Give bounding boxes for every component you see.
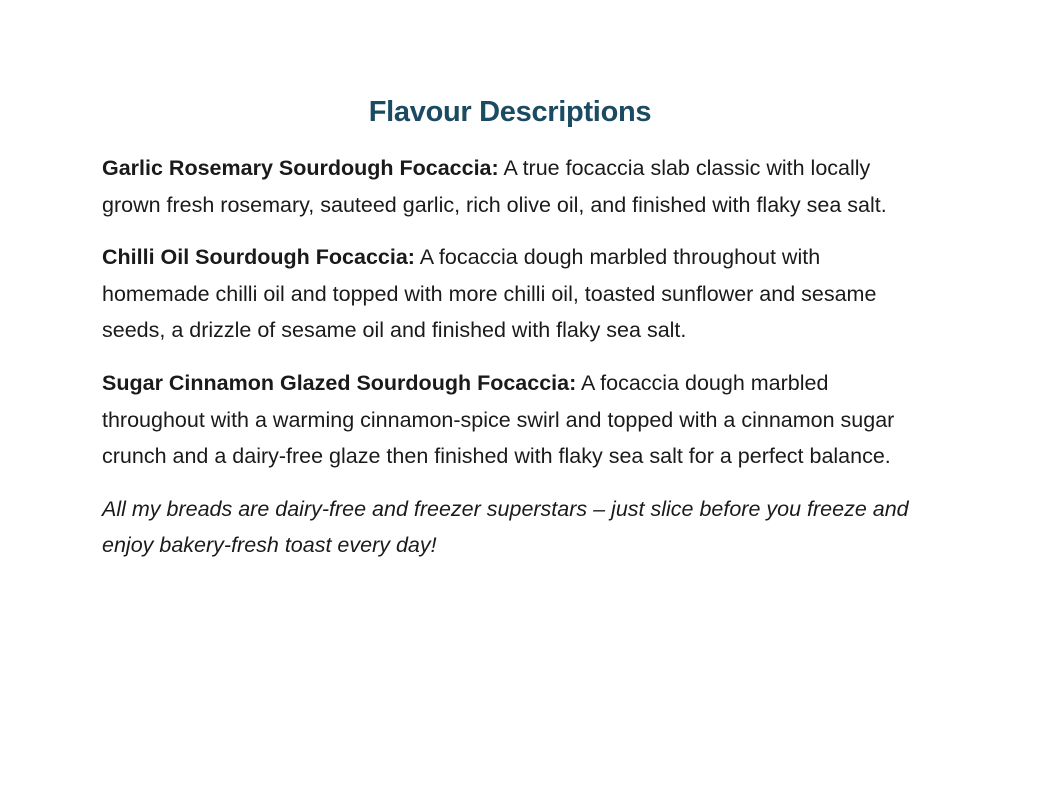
flavour-descriptions-section	[102, 92, 932, 564]
flavour-description-chilli-oil	[102, 239, 932, 349]
dairy-free-note: All my breads are dairy-free and freezer superstars – just slice before you freeze and enjoy bakery-fresh toast every day!	[102, 496, 909, 558]
flavour-text: A focaccia dough marbled throughout with a warming cinnamon-spice swirl and topped with a cinnamon sugar crunch and a dairy-free glaze then finished with flaky sea salt for a perfect balance.	[102, 370, 895, 469]
flavour-text: A focaccia dough marbled throughout with homemade chilli oil and topped with more chilli oil, toasted sunflower and sesame seeds, a drizzle of sesame oil and finished with flaky sea salt.	[102, 245, 877, 343]
flavour-description-sugar-cinnamon	[102, 365, 932, 475]
flavour-name: Sugar Cinnamon Glazed Sourdough Focaccia:	[102, 370, 577, 395]
flavour-name: Chilli Oil Sourdough Focaccia:	[102, 245, 415, 270]
page-title: Flavour Descriptions	[368, 96, 652, 128]
flavour-description-garlic-rosemary	[102, 150, 932, 223]
flavour-text: A true focaccia slab classic with locally grown fresh rosemary, sauteed garlic, rich olive oil, and finished with flaky sea salt.	[102, 156, 887, 217]
flavour-name: Garlic Rosemary Sourdough Focaccia:	[102, 156, 499, 180]
